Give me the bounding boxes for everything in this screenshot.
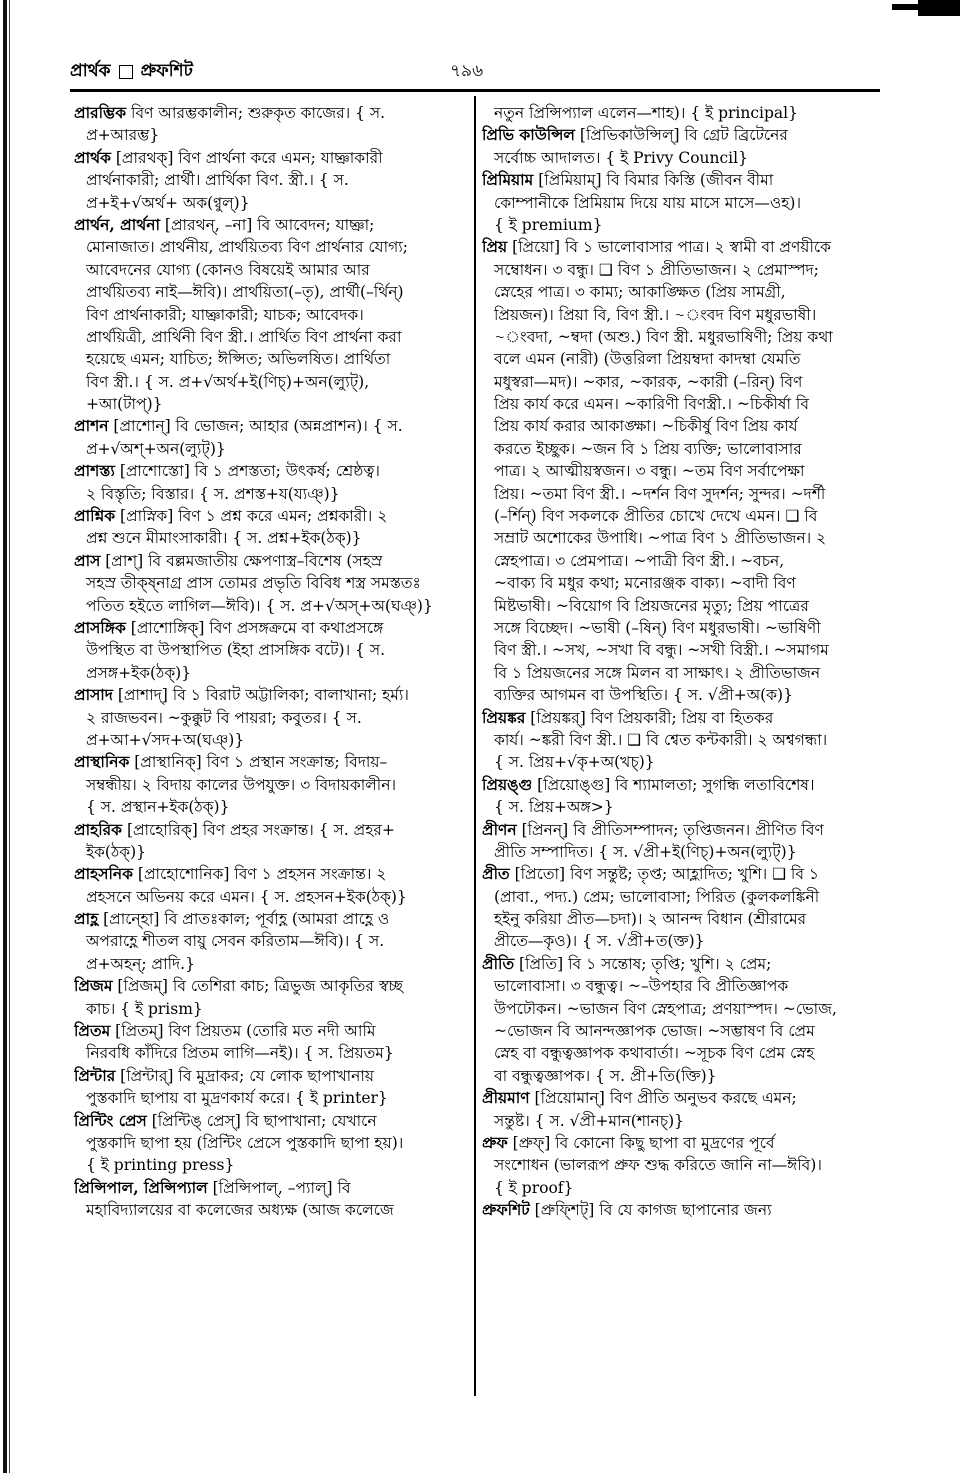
entry-continuation-line: বলে এমন (নারী) (উত্তরিলা প্রিয়ম্বদা কাদম্বা যেমতি bbox=[494, 350, 801, 369]
entry-continuation-line: স্নেহ বা বন্ধুত্বজ্ঞাপক কথাবার্তা। ~সূচক বিণ প্রেম স্নেহ bbox=[494, 1044, 815, 1063]
entry-continuation-line: সন্তুষ্ট। { স. √প্রী+মান(শানচ্)} bbox=[494, 1111, 685, 1130]
headword: প্রিন্টার bbox=[74, 1065, 116, 1085]
entry-continuation-line: প্র+ই+√অর্থ+ অক(ণ্বুল্)} bbox=[86, 193, 250, 212]
entry-continuation-line: বিণ প্রার্থনাকারী; যাচ্ঞাকারী; যাচক; আবেদক। bbox=[86, 305, 364, 324]
headword: প্রিয়ঙ্কর bbox=[482, 707, 526, 727]
entry-continuation-line: প্র+অহন্; প্রাদি.} bbox=[86, 954, 195, 973]
entry-continuation-line: প্রহসনে অভিনয় করে এমন। { স. প্রহসন+ইক(ঠক্)} bbox=[86, 887, 407, 906]
entry-continuation-line: (–র্শিন্) বিণ সকলকে প্রীতির চোখে দেখে এমন। ❑ বি bbox=[494, 507, 818, 526]
page-header bbox=[70, 58, 880, 84]
entry-continuation-line: ২ রাজভবন। ~কুক্কুট বি পায়রা; কবুতর। { স. bbox=[86, 708, 362, 727]
entry-continuation-line: উপঢৌকন। ~ভাজন বিণ স্নেহপাত্র; প্রণয়াস্পদ। ~ভোজ, bbox=[494, 999, 837, 1018]
entry-headword-line: প্রাস্থানিক [প্রাস্থানিক্] বিণ ১ প্রস্থান সংক্রান্ত; বিদায়– bbox=[74, 752, 388, 772]
entry-headword-line: প্রীত [প্রিতো] বিণ সন্তুষ্ট; তৃপ্ত; আহ্লাদিত; খুশি। ❑ বি ১ bbox=[482, 864, 819, 884]
entry-continuation-line: { ই proof} bbox=[494, 1178, 574, 1197]
entry-headword-line: প্রিভি কাউন্সিল [প্রিভিকাউন্সিল্] বি গ্রেট ব্রিটেনের bbox=[482, 125, 788, 145]
headword: প্রুফশিট bbox=[482, 1200, 530, 1220]
entry-continuation-line: প্র+আরম্ভ} bbox=[86, 126, 160, 145]
entry-continuation-line: কোম্পানীকে প্রিমিয়াম দিয়ে যায় মাসে মাসে—ওহ)। bbox=[494, 193, 802, 212]
entry-headword-line: প্রাহসনিক [প্রাহোশোনিক] বিণ ১ প্রহসন সংক্রান্ত। ২ bbox=[74, 864, 387, 884]
entry-continuation-line: নতুন প্রিন্সিপ্যাল এলেন—শাহ)। { ই principal} bbox=[494, 104, 798, 122]
entry-headword-line: প্রীতি [প্রিতি] বি ১ সন্তোষ; তৃপ্তি; খুশি। ২ প্রেম; bbox=[482, 953, 772, 973]
headword: প্রিন্টিং প্রেস bbox=[74, 1110, 147, 1130]
headword: প্রিজম bbox=[74, 976, 113, 996]
entry-headword-line: প্রাসাদ [প্রাশাদ্] বি ১ বিরাট অট্টালিকা; বালাখানা; হর্ম্য। bbox=[74, 685, 409, 705]
entry-continuation-line: কাচ। { ই prism} bbox=[86, 999, 203, 1018]
headword: প্রিন্সিপাল, প্রিন্সিপ্যাল bbox=[74, 1177, 208, 1197]
entry-continuation-line: { ই premium} bbox=[494, 215, 603, 234]
entry-continuation-line: স্নেহের পাত্র। ৩ কাম্য; আকাঙ্ক্ষিত (প্রিয় সামগ্রী, bbox=[494, 283, 786, 302]
entry-headword-line: প্রাশস্ত্য [প্রাশোস্তো] বি ১ প্রশস্ততা; উৎকর্ষ; শ্রেষ্ঠত্ব। bbox=[74, 461, 380, 481]
page-number: ৭৯৬ bbox=[450, 61, 484, 81]
entry-continuation-line: ব্যক্তির আগমন বা উপস্থিতি। { স. √প্রী+অ(ক)} bbox=[494, 686, 793, 705]
entry-continuation-line: ~বাক্য বি মধুর কথা; মনোরঞ্জক বাক্য। ~বাদী বিণ bbox=[494, 574, 796, 593]
entry-continuation-line: উপস্থিত বা উপস্থাপিত (ইহা প্রাসঙ্গিক বটে)। { স. bbox=[86, 641, 385, 660]
entry-headword-line: প্রাশন [প্রাশোন্] বি ভোজন; আহার (অন্নপ্রাশন)। { স. bbox=[74, 416, 403, 436]
entry-headword-line: প্রিয় [প্রিয়ো] বি ১ ভালোবাসার পাত্র। ২ স্বামী বা প্রণয়ীকে bbox=[482, 237, 831, 257]
entry-continuation-line: ~ংবদা, ~ম্বদা (অশু.) বিণ স্ত্রী. মধুরভাষিণী; প্রিয় কথা bbox=[494, 327, 833, 346]
guide-words bbox=[70, 58, 193, 86]
entry-headword-line: প্রিন্টিং প্রেস [প্রিন্টিঙ্ প্রেস্] বি ছাপাখানা; যেখানে bbox=[74, 1110, 377, 1130]
entry-headword-line: প্রিন্টার [প্রিন্টার্] বি মুদ্রাকর; যে লোক ছাপাখানায় bbox=[74, 1065, 375, 1085]
entry-continuation-line: হয়েছে এমন; যাচিত; ঈপ্সিত; অভিলষিত। প্রার্থিতা bbox=[86, 350, 391, 369]
entry-continuation-line: { স. প্রিয়+√কৃ+অ(খচ্)} bbox=[494, 753, 655, 772]
entry-headword-line: প্রাস [প্রাশ্] বি বল্লমজাতীয় ক্ষেপণাস্ত্র–বিশেষ (সহস্র bbox=[74, 550, 383, 570]
entry-continuation-line: করতে ইচ্ছুক। ~জন বি ১ প্রিয় ব্যক্তি; ভালোবাসার bbox=[494, 439, 802, 458]
entry-continuation-line: সংশোধন (ভালরূপ প্রুফ শুদ্ধ করিতে জানি না—ঈবি)। bbox=[494, 1156, 822, 1175]
right-column bbox=[482, 102, 882, 1222]
entry-continuation-line: সম্রাট অশোকের উপাধি। ~পাত্র বিণ ১ প্রীতিভাজন। ২ bbox=[494, 529, 827, 548]
headword: প্রাশস্ত্য bbox=[74, 461, 115, 481]
headword: প্রীত bbox=[482, 864, 510, 884]
entry-continuation-line: প্রার্থনাকারী; প্রার্থী। প্রার্থিকা বিণ. স্ত্রী.। { স. bbox=[86, 171, 349, 190]
entry-continuation-line: মধুস্বরা—মদ)। ~কার, ~কারক, ~কারী (–রিন্) বিণ bbox=[494, 372, 803, 391]
entry-continuation-line: বিণ স্ত্রী.। { স. প্র+√অর্থ+ই(ণিচ্)+অন(ল্যুট্), bbox=[86, 372, 370, 391]
entry-continuation-line: পতিত হইতে লাগিল—ঈবি)। { স. প্র+√অস্+অ(ঘঞ্)} bbox=[86, 596, 433, 615]
headword: প্রুফ bbox=[482, 1132, 508, 1152]
entry-continuation-line: ইক(ঠক্)} bbox=[86, 842, 146, 861]
entry-continuation-line: সহস্র তীক্ষ্নাগ্র প্রাস তোমর প্রভৃতি বিবিধ শস্ত্র সমস্ততঃ bbox=[86, 574, 421, 593]
entry-continuation-line: ২ বিস্তৃতি; বিস্তার। { স. প্রশস্ত+য(য্যঞ্)} bbox=[86, 484, 340, 503]
headword: প্রীয়মাণ bbox=[482, 1088, 530, 1108]
headword: প্রাহরিক bbox=[74, 819, 123, 839]
headword: প্রিমিয়াম bbox=[482, 170, 534, 190]
entry-continuation-line: আবেদনের যোগ্য (কোনও বিষয়েই আমার আর bbox=[86, 260, 370, 279]
entry-headword-line: প্রুফশিট [প্রুফ্শিট্] বি যে কাগজ ছাপানোর জন্য bbox=[482, 1200, 772, 1220]
entry-continuation-line: প্রার্থয়িত্রী, প্রার্থিনী বিণ স্ত্রী.। প্রার্থিত বিণ প্রার্থনা করা bbox=[86, 327, 402, 346]
first-guide-word: প্রার্থক bbox=[70, 61, 111, 81]
entry-headword-line: প্রীণন [প্রিনন্] বি প্রীতিসম্পাদন; তৃপ্তিজনন। প্রীণিত বিণ bbox=[482, 819, 824, 839]
column-divider bbox=[474, 96, 476, 1396]
entry-headword-line: প্রাহ্ণ [প্রান্হো] বি প্রাতঃকাল; পূর্বাহ্ণ (আমরা প্রাহ্ণে ও bbox=[74, 909, 390, 929]
entry-continuation-line: হইনু করিয়া প্রীত—চদা)। ২ আনন্দ বিধান (শ্রীরামের bbox=[494, 910, 807, 929]
entry-continuation-line: প্রিয়জন)। প্রিয়া বি, বিণ স্ত্রী.। ~ংবদ বিণ মধুরভাষী। bbox=[494, 305, 817, 324]
headword: প্রাস্থানিক bbox=[74, 752, 130, 772]
entry-headword-line: প্রাসঙ্গিক [প্রাশোঙ্গিক্] বিণ প্রসঙ্গক্রমে বা কথাপ্রসঙ্গে bbox=[74, 617, 384, 637]
entry-continuation-line: পুস্তকাদি ছাপায় বা মুদ্রণকার্য করে। { ই printer} bbox=[86, 1089, 388, 1108]
headword: প্রাশন bbox=[74, 416, 109, 436]
entry-continuation-line: প্রীতি সম্পাদিত। { স. √প্রী+ই(ণিচ্)+অন(ল্যুট্)} bbox=[494, 842, 797, 861]
scan-artifact-small bbox=[892, 4, 918, 10]
entry-continuation-line: অপরাহ্ণে শীতল বায়ু সেবন করিতাম—ঈবি)। { স. bbox=[86, 932, 385, 951]
entry-continuation-line: স্নেহপাত্র। ৩ প্রেমপাত্র। ~পাত্রী বিণ স্ত্রী.। ~বচন, bbox=[494, 551, 785, 570]
entry-headword-line: প্রিমিয়াম [প্রিমিয়াম্] বি বিমার কিস্তি (জীবন বীমা bbox=[482, 170, 774, 190]
headword: প্রিয়ঙ্গু bbox=[482, 774, 533, 794]
entry-continuation-line: ভালোবাসা। ৩ বন্ধুত্ব। ~–উপহার বি প্রীতিজ্ঞাপক bbox=[494, 977, 789, 996]
headword: প্রিয় bbox=[482, 237, 508, 257]
entry-continuation-line: প্রীতে—কৃও)। { স. √প্রী+ত(ক্ত)} bbox=[494, 932, 705, 951]
headword: প্রার্থন, প্রার্থনা bbox=[74, 214, 160, 234]
entry-continuation-line: সর্বোচ্চ আদালত। { ই Privy Council} bbox=[494, 148, 748, 167]
headword: প্রীণন bbox=[482, 819, 517, 839]
header-rule bbox=[70, 89, 880, 92]
headword: প্রাসাদ bbox=[74, 685, 113, 705]
entry-continuation-line: { ই printing press} bbox=[86, 1156, 235, 1175]
entry-continuation-line: ~ভোজন বি আনন্দজ্ঞাপক ভোজ। ~সম্ভাষণ বি প্রেম bbox=[494, 1022, 815, 1041]
headword: প্রার্থক bbox=[74, 147, 111, 167]
headword: প্রাশ্নিক bbox=[74, 506, 116, 526]
entry-continuation-line: বি ১ প্রিয়জনের সঙ্গে মিলন বা সাক্ষাৎ। ২ প্রীতিভাজন bbox=[494, 663, 821, 682]
headword: প্রাস bbox=[74, 550, 101, 570]
entry-continuation-line: { স. প্রিয়+অঙ্গ>} bbox=[494, 798, 614, 817]
entry-headword-line: প্রিয়ঙ্গু [প্রিয়োঙ্গু] বি শ্যামালতা; সুগন্ধি লতাবিশেষ। bbox=[482, 774, 815, 794]
entry-continuation-line: সম্বন্ধীয়। ২ বিদায় কালের উপযুক্ত। ৩ বিদায়কালীন। bbox=[86, 775, 397, 794]
entry-headword-line: প্রাশ্নিক [প্রাস্নিক] বিণ ১ প্রশ্ন করে এমন; প্রশ্নকারী। ২ bbox=[74, 506, 388, 526]
entry-headword-line: প্রিন্সিপাল, প্রিন্সিপ্যাল [প্রিন্সিপাল্, –প্যাল্] বি bbox=[74, 1177, 351, 1197]
entry-continuation-line: পাত্র। ২ আত্মীয়স্বজন। ৩ বন্ধু। ~তম বিণ সর্বাপেক্ষা bbox=[494, 462, 805, 481]
entry-continuation-line: মোনাজাত। প্রার্থনীয়, প্রার্থয়িতব্য বিণ প্রার্থনার যোগ্য; bbox=[86, 238, 408, 257]
headword: প্রারম্ভিক bbox=[74, 103, 127, 122]
entry-headword-line: প্রাহরিক [প্রাহোরিক্] বিণ প্রহর সংক্রান্ত। { স. প্রহর+ bbox=[74, 819, 395, 839]
separator-box-icon bbox=[119, 65, 133, 79]
entry-headword-line: প্রুফ [প্রুফ্] বি কোনো কিছু ছাপা বা মুদ্রণের পূর্বে bbox=[482, 1132, 775, 1152]
entry-headword-line: প্রীয়মাণ [প্রিয়োমান্] বিণ প্রীতি অনুভব করছে এমন; bbox=[482, 1088, 797, 1108]
scan-artifact bbox=[918, 0, 960, 16]
headword: প্রাসঙ্গিক bbox=[74, 617, 126, 637]
entry-continuation-line: (প্রাবা., পদ্য.) প্রেম; ভালোবাসা; পিরিত (কুলকলঙ্কিনী bbox=[494, 887, 820, 906]
entry-continuation-line: প্র+আ+√সদ+অ(ঘঞ্)} bbox=[86, 730, 245, 749]
entry-headword-line: প্রিয়ঙ্কর [প্রিয়ঙ্কর্] বিণ প্রিয়কারী; প্রিয় বা হিতকর bbox=[482, 707, 774, 727]
entry-continuation-line: প্রসঙ্গ+ইক(ঠক্)} bbox=[86, 663, 192, 682]
entry-continuation-line: প্রিয়। ~তমা বিণ স্ত্রী.। ~দর্শন বিণ সুদর্শন; সুন্দর। ~দর্শী bbox=[494, 484, 826, 503]
left-column bbox=[74, 102, 464, 1222]
entry-continuation-line: মহাবিদ্যালয়ের বা কলেজের অধ্যক্ষ (আজ কলেজে bbox=[86, 1201, 394, 1220]
entry-continuation-line: মিষ্টভাষী। ~বিয়োগ বি প্রিয়জনের মৃত্যু; প্রিয় পাত্রের bbox=[494, 596, 809, 615]
headword: প্রিতম bbox=[74, 1021, 111, 1041]
entry-continuation-line: সঙ্গে বিচ্ছেদ। ~ভাষী (–ষিন্) বিণ মধুরভাষী। ~ভাষিণী bbox=[494, 618, 821, 637]
entry-continuation-line: বিণ স্ত্রী.। ~সখ, ~সখা বি বন্ধু। ~সখী বিস্ত্রী.। ~সমাগম bbox=[494, 641, 829, 660]
entry-continuation-line: প্রিয় কার্য করে এমন। ~কারিণী বিণস্ত্রী.। ~চিকীর্ষা বি bbox=[494, 395, 809, 414]
entry-continuation-line: কার্য। ~ঙ্করী বিণ স্ত্রী.। ❑ বি শ্বেত কন্টকারী। ২ অশ্বগন্ধা। bbox=[494, 730, 828, 749]
page-edge-line-thin bbox=[9, 0, 10, 1473]
headword: প্রিভি কাউন্সিল bbox=[482, 125, 575, 145]
entry-headword-line: প্রার্থন, প্রার্থনা [প্রারথন্, –না] বি আবেদন; যাচ্ঞা; bbox=[74, 214, 375, 234]
headword: প্রাহসনিক bbox=[74, 864, 133, 884]
headword: প্রীতি bbox=[482, 953, 515, 973]
last-guide-word: প্রুফশিট bbox=[140, 61, 193, 81]
entry-continuation-line: { স. প্রস্থান+ইক(ঠক্)} bbox=[86, 798, 230, 817]
entry-continuation-line: বা বন্ধুত্বজ্ঞাপক। { স. প্রী+তি(ক্তি)} bbox=[494, 1066, 717, 1085]
entry-continuation-line: প্রিয় কার্য করার আকাঙ্ক্ষা। ~চিকীর্ষু বিণ প্রিয় কার্য bbox=[494, 417, 798, 436]
entry-headword-line: প্রিজম [প্রিজম্] বি তেশিরা কাচ; ত্রিভুজ আকৃতির স্বচ্ছ bbox=[74, 976, 403, 996]
entry-headword-line: প্রার্থক [প্রারথক্] বিণ প্রার্থনা করে এমন; যাচ্ঞাকারী bbox=[74, 147, 383, 167]
headword: প্রাহ্ণ bbox=[74, 909, 99, 929]
entry-continuation-line: পুস্তকাদি ছাপা হয় (প্রিন্টিং প্রেসে পুস্তকাদি ছাপা হয়)। bbox=[86, 1133, 404, 1152]
page-edge-line bbox=[3, 0, 7, 1473]
entry-continuation-line: প্রার্থয়িতব্য নাই—ঈবি)। প্রার্থয়িতা(–তৃ), প্রার্থী(–র্থিন্) bbox=[86, 283, 404, 302]
entry-continuation-line: সম্বোধন। ৩ বন্ধু। ❑ বিণ ১ প্রীতিভাজন। ২ প্রেমাস্পদ; bbox=[494, 260, 819, 279]
entry-continuation-line: নিরবধি কাঁদিরে প্রিতম লাগি—নই)। { স. প্রিয়তম} bbox=[86, 1044, 394, 1063]
entry-headword-line: প্রারম্ভিক বিণ আরম্ভকালীন; শুরুকৃত কাজের। { স. bbox=[74, 103, 386, 122]
entry-continuation-line: প্রশ্ন শুনে মীমাংসাকারী। { স. প্রশ্ন+ইক(ঠক্)} bbox=[86, 529, 362, 548]
entry-continuation-line: প্র+√অশ্+অন(ল্যুট্)} bbox=[86, 439, 226, 458]
entry-headword-line: প্রিতম [প্রিতম্] বিণ প্রিয়তম (তোরি মত নদী আমি bbox=[74, 1021, 376, 1041]
entry-continuation-line: +আ(টাপ্)} bbox=[86, 395, 163, 414]
